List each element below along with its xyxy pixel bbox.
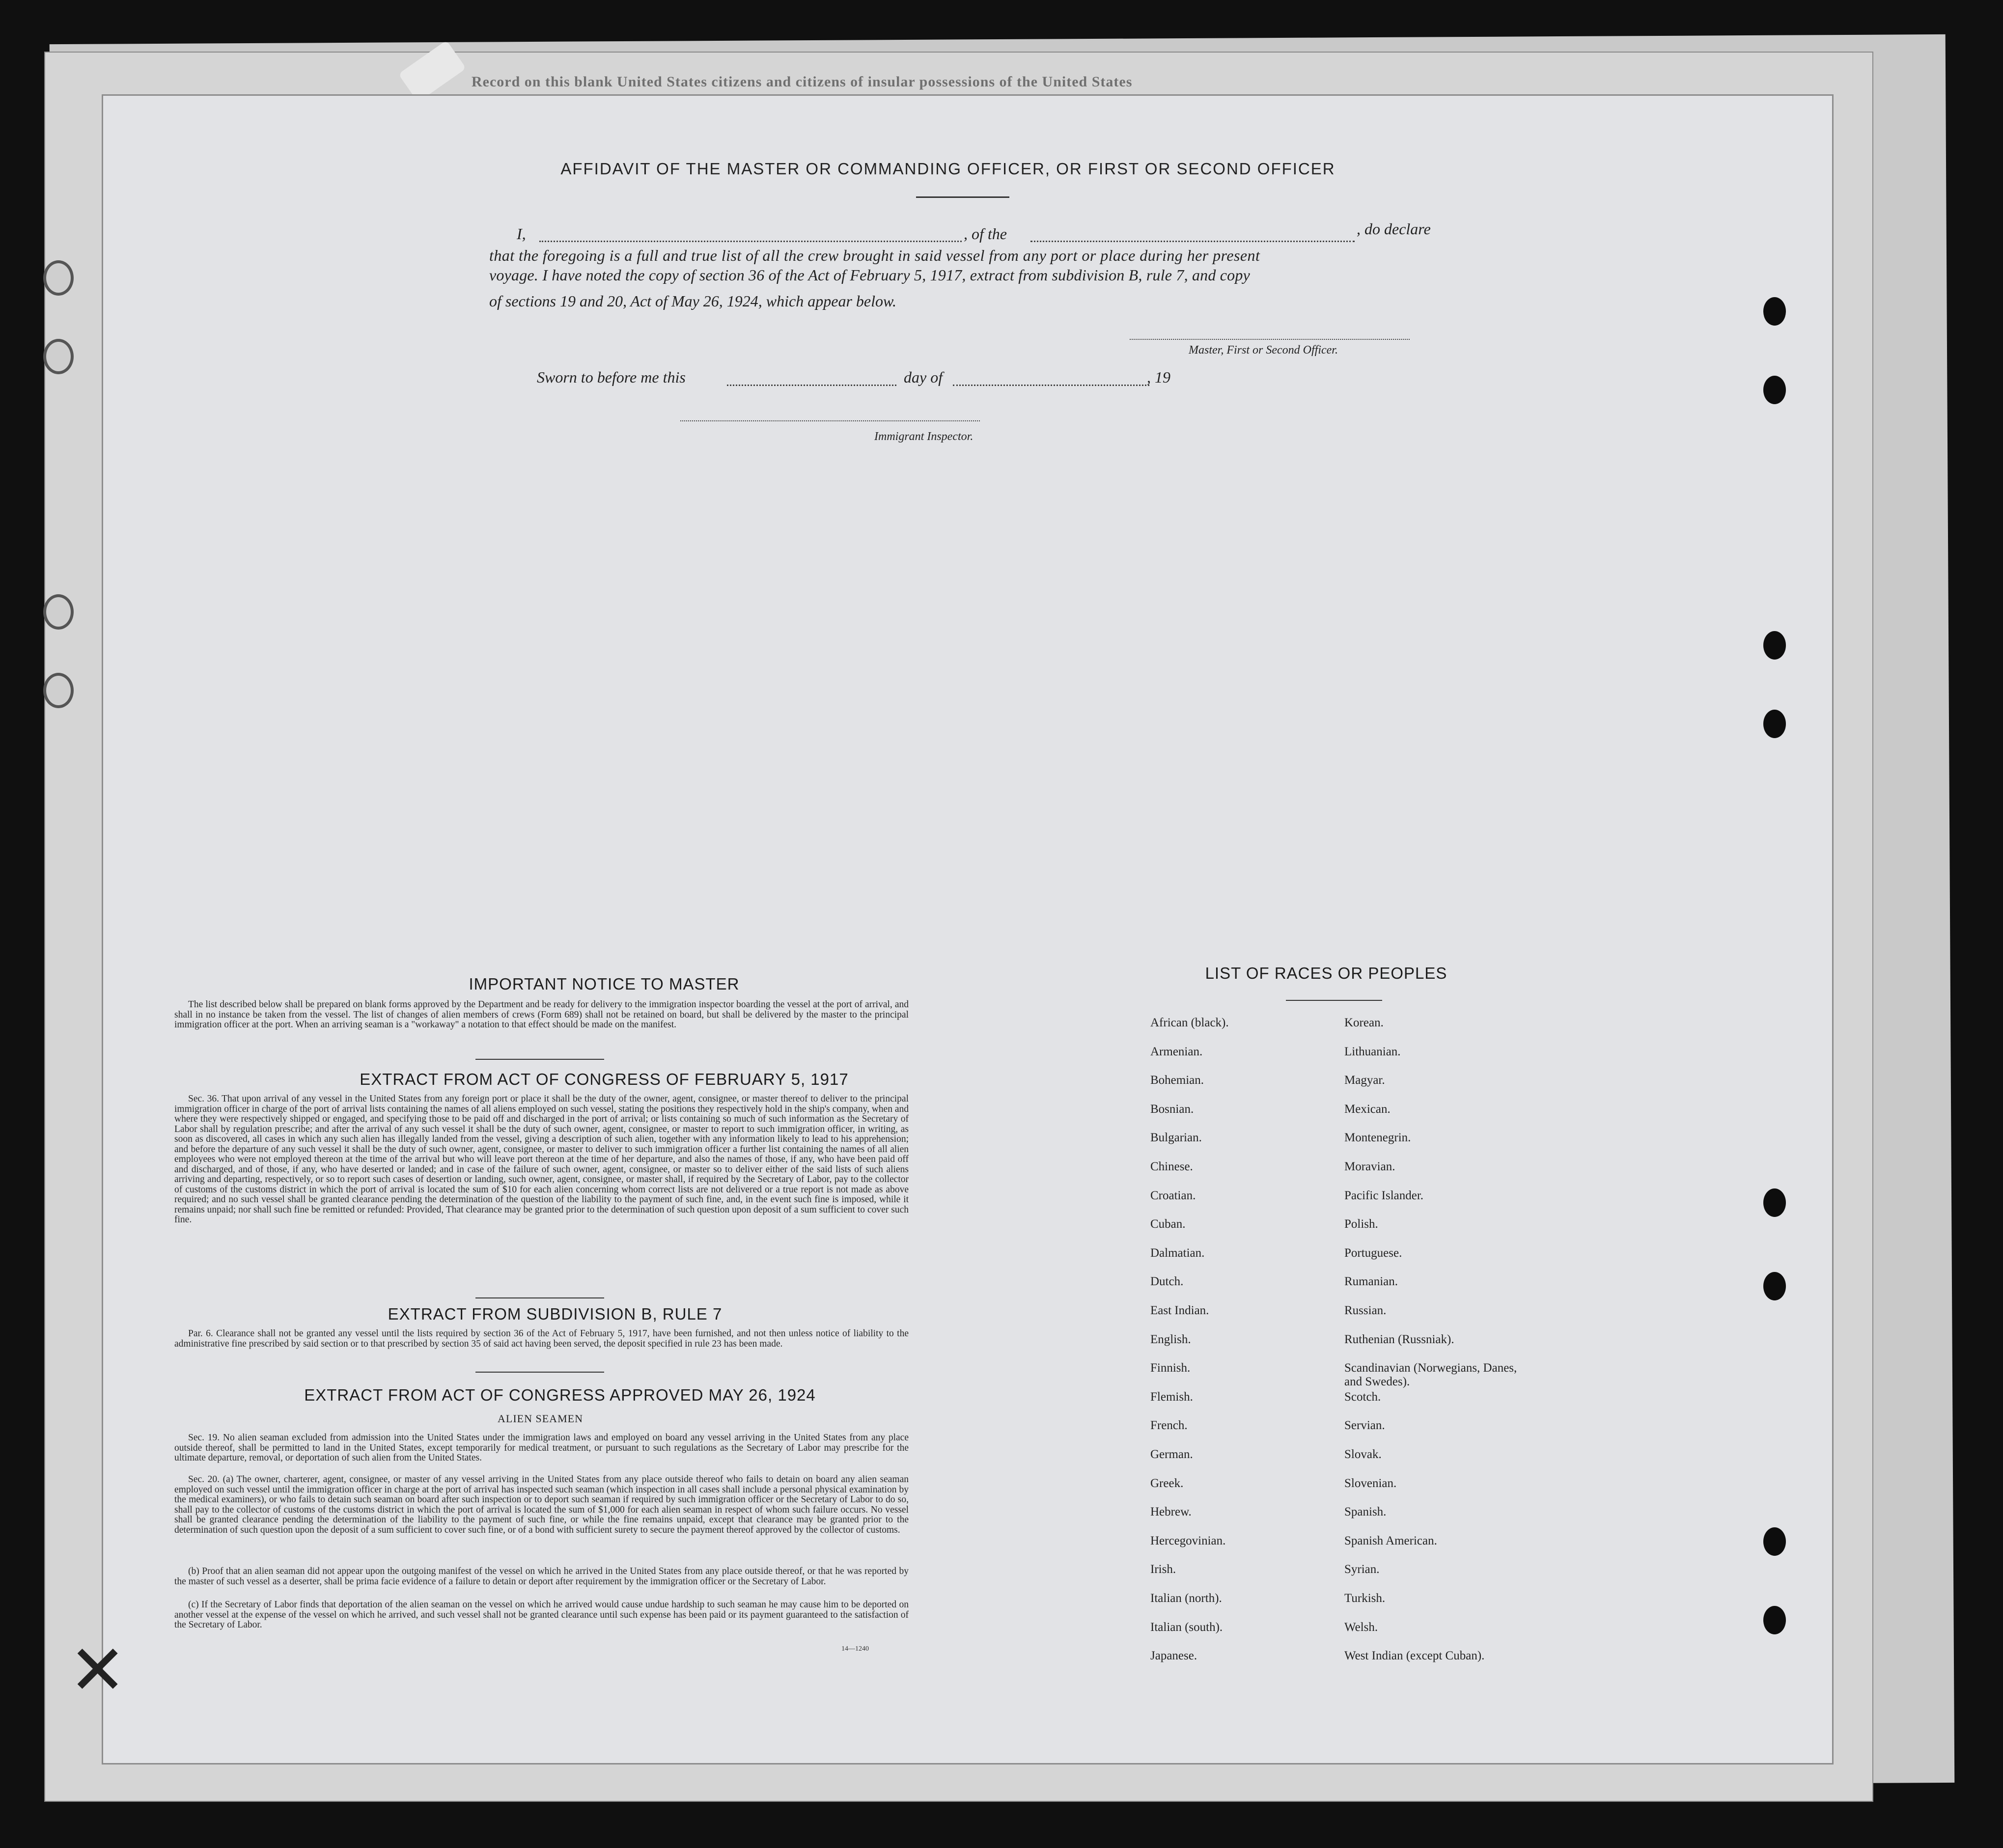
race-item: Servian.: [1344, 1419, 1385, 1433]
race-item: Polish.: [1344, 1217, 1378, 1231]
race-item: Slovak.: [1344, 1448, 1382, 1461]
extract-1917-text: Sec. 36. That upon arrival of any vessel in the United States from any foreign port or place it shall be the duty of the owner, agent, consignee, or master thereof to deliver to the principal immigration officer in charge of the port of arrival lists containing the names of all aliens employed on such vessel, stating the positions they respectively hold in the ship's company, when and where they were respectively shipped or engaged, and specifying those to be paid off and discharged in the port of arrival; or lists containing so much of such information as the Secretary of Labor shall by regulation prescribe; and after the arrival of any such vessel it shall be the duty of such owner, agent, consignee, or master to report to such immigration officer, in writing, as soon as discovered, all cases in which any such alien has illegally landed from the vessel, giving a description of such alien, together with any information likely to lead to his apprehension; and before the departure of any such vessel it shall be the duty of such owner, agent, consignee, or master to deliver to such immigration officer a further list containing the names of all alien employees who were not employed thereon at the time of the arrival but who will leave port thereon at the time of her departure, and also the names of those, if any, who have been paid off and discharged, and of those, if any, who have deserted or landed; and in case of the failure of such owner, agent, consignee, or master so to deliver either of the said lists of such aliens arriving and departing, respectively, or so to report such cases of desertion or landing, such owner, agent, consignee, or master shall, if required by the Secretary of Labor, pay to the collector of customs of the customs district in which the port of arrival is located the sum of $10 for each alien concerning whom correct lists are not delivered or a true report is not made as above required; and no such vessel shall be granted clearance pending the determination of the question of the liability to the payment of such fine, and, in the event such fine is imposed, while it remains unpaid; nor shall such fine be remitted or refunded: Provided, That clearance may be granted prior to the determination of such question upon deposit of a sum sufficient to cover such fine.: [174, 1094, 909, 1225]
race-item: English.: [1150, 1332, 1191, 1346]
master-signature-line[interactable]: [1130, 339, 1410, 340]
race-item: Bosnian.: [1150, 1102, 1194, 1116]
race-item: Pacific Islander.: [1344, 1188, 1424, 1202]
affidavit-line-4: of sections 19 and 20, Act of May 26, 1924, which appear below.: [489, 292, 896, 310]
year-label: , 19: [1147, 368, 1170, 386]
sworn-label: Sworn to before me this: [537, 368, 686, 386]
race-item: Bulgarian.: [1150, 1131, 1202, 1145]
race-item: Portuguese.: [1344, 1246, 1402, 1260]
race-item: Italian (north).: [1150, 1592, 1222, 1605]
race-item: Lithuanian.: [1344, 1045, 1401, 1058]
rule7-title: EXTRACT FROM SUBDIVISION B, RULE 7: [388, 1305, 723, 1323]
race-item: Korean.: [1344, 1016, 1384, 1029]
affidavit-line-2: that the foregoing is a full and true list of all the crew brought in said vessel from any port or place during her present: [489, 247, 1260, 264]
sec-19-text: Sec. 19. No alien seaman excluded from admission into the United States under the immigration laws and employed on board any vessel arriving in the United States from any place outside thereof, shall be permitted to land in the United States, except temporarily for medical treatment, or pursuant to such regulations as the Secretary of Labor may prescribe for the ultimate departure, removal, or deportation of such alien from the United States.: [174, 1433, 909, 1463]
form-number: 14—1240: [841, 1645, 869, 1653]
punch-hole: [1763, 1188, 1786, 1217]
punch-hole: [1763, 1272, 1786, 1300]
race-item: West Indian (except Cuban).: [1344, 1649, 1485, 1663]
race-item: Croatian.: [1150, 1188, 1196, 1202]
race-item: Irish.: [1150, 1563, 1176, 1576]
race-item: Scotch.: [1344, 1390, 1381, 1404]
race-item: Slovenian.: [1344, 1476, 1397, 1490]
race-item: Ruthenian (Russniak).: [1344, 1332, 1454, 1346]
race-item: Syrian.: [1344, 1563, 1380, 1576]
races-divider: [1286, 1000, 1382, 1001]
race-item: Welsh.: [1344, 1620, 1378, 1634]
vessel-line[interactable]: [1030, 241, 1355, 242]
race-item: Spanish.: [1344, 1505, 1387, 1519]
sec-20a-text: Sec. 20. (a) The owner, charterer, agent, consignee, or master of any vessel arriving in the United States from any place outside thereof who fails to detain on board any alien seaman employed on such vessel until the immigration officer in charge at the port of arrival has inspected such seaman (which inspection in all cases shall include a personal physical examination by the medical examiners), or who fails to detain such seaman on board after such inspection or to deport such seaman if required by such immigration officer or the Secretary of Labor to do so, shall pay to the collector of customs of the customs district in which the port of arrival is located the sum of $1,000 for each alien seaman in respect of whom such failure occurs. No vessel shall be granted clearance pending the determination of the liability to the payment of such fine, or while the fine remains unpaid, except that clearance may be granted prior to the determination of such question upon the deposit of a sum sufficient to cover such fine, or of a bond with sufficient surety to secure the payment thereof approved by the collector of customs.: [174, 1474, 909, 1535]
race-item: Spanish American.: [1344, 1534, 1437, 1547]
punch-hole: [1763, 1606, 1786, 1634]
race-item: Hercegovinian.: [1150, 1534, 1226, 1547]
rule7-divider: [475, 1372, 604, 1373]
affidavit-do-declare: , do declare: [1357, 220, 1431, 238]
sec-20c-text: (c) If the Secretary of Labor finds that deportation of the alien seaman on the vessel on which he arrived would cause undue hardship to such seaman he may cause him to be deported on another vessel at the expense of the vessel on which he arrived, and such vessel shall not be granted clearance until such expense has been paid or its payment guaranteed to the satisfaction of the Secretary of Labor.: [174, 1600, 909, 1630]
race-item: Bohemian.: [1150, 1074, 1204, 1087]
race-item: Finnish.: [1150, 1361, 1191, 1375]
race-item: Moravian.: [1344, 1160, 1395, 1173]
punch-hole: [1763, 297, 1786, 326]
name-line[interactable]: [539, 241, 962, 242]
master-signature-label: Master, First or Second Officer.: [1189, 344, 1338, 357]
race-item: Hebrew.: [1150, 1505, 1192, 1519]
affidavit-i: I,: [517, 225, 526, 243]
race-item: Chinese.: [1150, 1160, 1193, 1173]
race-item: Italian (south).: [1150, 1620, 1223, 1634]
extract-1917-title: EXTRACT FROM ACT OF CONGRESS OF FEBRUARY 5, 1917: [360, 1070, 849, 1088]
race-item: Turkish.: [1344, 1592, 1386, 1605]
race-item: African (black).: [1150, 1016, 1229, 1029]
race-item: Dutch.: [1150, 1275, 1184, 1289]
title-divider: [916, 196, 1009, 198]
affidavit-title: AFFIDAVIT OF THE MASTER OR COMMANDING OFFICER, OR FIRST OR SECOND OFFICER: [560, 160, 1335, 178]
binder-ring-icon: [43, 339, 74, 374]
race-item: Mexican.: [1344, 1102, 1391, 1116]
sworn-day-line[interactable]: [727, 385, 896, 386]
affidavit-line-3: voyage. I have noted the copy of section 36 of the Act of February 5, 1917, extract from subdivision B, rule 7, and copy: [489, 266, 1250, 284]
race-item: Japanese.: [1150, 1649, 1197, 1663]
race-item: Flemish.: [1150, 1390, 1193, 1404]
race-item: German.: [1150, 1448, 1193, 1461]
extract-1924-title: EXTRACT FROM ACT OF CONGRESS APPROVED MAY 26, 1924: [304, 1386, 816, 1404]
back-page-header: Record on this blank United States citizens and citizens of insular possessions of the United States: [472, 74, 1133, 90]
day-of-label: day of: [904, 368, 943, 386]
binder-ring-icon: [43, 673, 74, 708]
race-item: East Indian.: [1150, 1304, 1209, 1317]
notice-text: The list described below shall be prepared on blank forms approved by the Department and be ready for delivery to the immigration inspector boarding the vessel at the port of arrival, and shall in no instance be taken from the vessel. The list of changes of alien members of crews (Form 689) shall not be retained on board, but shall be delivered by the master to the principal immigration officer at the port. When an arriving seaman is a "workaway" a notation to that effect should be made on the manifest.: [174, 999, 909, 1030]
notice-divider: [475, 1059, 604, 1060]
handwritten-x-mark: ✕: [69, 1630, 127, 1710]
sworn-month-line[interactable]: [953, 385, 1149, 386]
race-item: Montenegrin.: [1344, 1131, 1411, 1145]
inspector-label: Immigrant Inspector.: [874, 430, 974, 443]
race-item: Greek.: [1150, 1476, 1184, 1490]
race-item: Dalmatian.: [1150, 1246, 1205, 1260]
race-item: Russian.: [1344, 1304, 1387, 1317]
race-item: Scandinavian (Norwegians, Danes, and Swedes).: [1344, 1361, 1517, 1389]
punch-hole: [1763, 1527, 1786, 1556]
extract-1917-divider: [475, 1297, 604, 1298]
punch-hole: [1763, 376, 1786, 404]
affidavit-of-the: , of the: [964, 225, 1007, 243]
punch-hole: [1763, 710, 1786, 738]
race-item: French.: [1150, 1419, 1188, 1433]
races-title: LIST OF RACES OR PEOPLES: [1205, 964, 1447, 982]
race-item: Rumanian.: [1344, 1275, 1398, 1289]
binder-ring-icon: [43, 594, 74, 630]
binder-ring-icon: [43, 260, 74, 296]
race-item: Armenian.: [1150, 1045, 1203, 1058]
inspector-signature-line[interactable]: [680, 420, 980, 421]
race-item: Cuban.: [1150, 1217, 1186, 1231]
notice-title: IMPORTANT NOTICE TO MASTER: [469, 975, 740, 993]
race-item: Magyar.: [1344, 1074, 1385, 1087]
punch-hole: [1763, 631, 1786, 660]
alien-seamen-subtitle: ALIEN SEAMEN: [498, 1412, 583, 1425]
rule7-text: Par. 6. Clearance shall not be granted any vessel until the lists required by section 36 of the Act of February 5, 1917, have been furnished, and not then unless notice of liability to the administrative fine prescribed by said section or to that prescribed by section 35 of said act having been served, the deposit specified in rule 23 has been made.: [174, 1328, 909, 1349]
sec-20b-text: (b) Proof that an alien seaman did not appear upon the outgoing manifest of the vessel on which he arrived in the United States from any place outside thereof, or that he was reported by the master of such vessel as a deserter, shall be prima facie evidence of a failure to detain or deport after requirement by the immigration officer or the Secretary of Labor.: [174, 1566, 909, 1587]
